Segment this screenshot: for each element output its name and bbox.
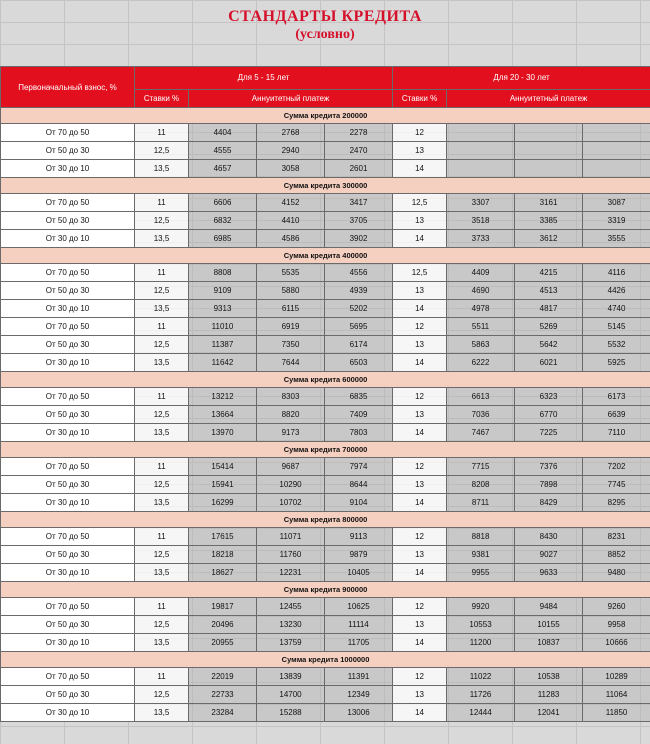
payment-cell: 3319 [583, 212, 650, 230]
header-rate-1: Ставки % [135, 89, 189, 107]
payment-cell: 22019 [189, 668, 257, 686]
credit-standards-table [0, 66, 650, 722]
payment-cell: 6919 [257, 318, 325, 336]
rate-cell: 13,5 [135, 424, 189, 442]
rate-cell: 13,5 [135, 354, 189, 372]
section-header-row [1, 178, 650, 194]
payment-cell: 11850 [583, 704, 650, 722]
table-row [1, 528, 650, 546]
payment-cell: 13759 [257, 634, 325, 652]
rate-cell: 14 [393, 494, 447, 512]
payment-cell: 18218 [189, 546, 257, 564]
table-row [1, 494, 650, 512]
section-header-row [1, 582, 650, 598]
row-down-payment-range: От 50 до 30 [1, 336, 135, 354]
section-label: Сумма кредита 900000 [1, 582, 650, 598]
payment-cell: 23284 [189, 704, 257, 722]
payment-cell: 11760 [257, 546, 325, 564]
header-annuity-1: Аннуитетный платеж [189, 89, 393, 107]
payment-cell: 20955 [189, 634, 257, 652]
payment-cell: 11022 [447, 668, 515, 686]
payment-cell: 3705 [325, 212, 393, 230]
payment-cell: 3518 [447, 212, 515, 230]
payment-cell: 3902 [325, 230, 393, 248]
payment-cell: 5925 [583, 354, 650, 372]
table-row [1, 458, 650, 476]
payment-cell: 9113 [325, 528, 393, 546]
table-row [1, 336, 650, 354]
payment-cell: 9958 [583, 616, 650, 634]
rate-cell: 12,5 [135, 282, 189, 300]
section-label: Сумма кредита 800000 [1, 512, 650, 528]
page-subtitle: (условно) [295, 27, 355, 42]
section-header-row [1, 108, 650, 124]
table-row [1, 282, 650, 300]
rate-cell: 12 [393, 458, 447, 476]
payment-cell: 6835 [325, 388, 393, 406]
payment-cell: 4410 [257, 212, 325, 230]
rate-cell: 14 [393, 160, 447, 178]
payment-cell: 11642 [189, 354, 257, 372]
payment-cell [515, 142, 583, 160]
payment-cell: 4426 [583, 282, 650, 300]
payment-cell [583, 160, 650, 178]
rate-cell: 14 [393, 634, 447, 652]
payment-cell: 10289 [583, 668, 650, 686]
row-down-payment-range: От 50 до 30 [1, 406, 135, 424]
section-header-row [1, 248, 650, 264]
payment-cell: 5202 [325, 300, 393, 318]
payment-cell: 10666 [583, 634, 650, 652]
payment-cell: 6832 [189, 212, 257, 230]
payment-cell: 6770 [515, 406, 583, 424]
payment-cell: 8430 [515, 528, 583, 546]
payment-cell: 10625 [325, 598, 393, 616]
table-row [1, 124, 650, 142]
row-down-payment-range: От 50 до 30 [1, 546, 135, 564]
table-row [1, 406, 650, 424]
rate-cell: 11 [135, 264, 189, 282]
payment-cell: 4215 [515, 264, 583, 282]
payment-cell: 4513 [515, 282, 583, 300]
table-row [1, 668, 650, 686]
payment-cell: 7467 [447, 424, 515, 442]
rate-cell: 12,5 [135, 476, 189, 494]
payment-cell: 9484 [515, 598, 583, 616]
rate-cell: 12,5 [393, 264, 447, 282]
row-down-payment-range: От 50 до 30 [1, 476, 135, 494]
payment-cell: 9687 [257, 458, 325, 476]
rate-cell: 14 [393, 424, 447, 442]
rate-cell: 11 [135, 318, 189, 336]
rate-cell: 12 [393, 318, 447, 336]
payment-cell: 13664 [189, 406, 257, 424]
payment-cell: 10837 [515, 634, 583, 652]
table-row [1, 546, 650, 564]
table-row [1, 598, 650, 616]
section-label: Сумма кредита 600000 [1, 372, 650, 388]
payment-cell: 4586 [257, 230, 325, 248]
rate-cell: 11 [135, 598, 189, 616]
payment-cell: 11071 [257, 528, 325, 546]
payment-cell: 7202 [583, 458, 650, 476]
rate-cell: 12,5 [135, 212, 189, 230]
rate-cell: 13 [393, 476, 447, 494]
payment-cell: 7974 [325, 458, 393, 476]
payment-cell: 2470 [325, 142, 393, 160]
payment-cell: 5145 [583, 318, 650, 336]
rate-cell: 11 [135, 528, 189, 546]
payment-cell [583, 142, 650, 160]
row-down-payment-range: От 70 до 50 [1, 264, 135, 282]
rate-cell: 13,5 [135, 634, 189, 652]
payment-cell: 7225 [515, 424, 583, 442]
table-row [1, 354, 650, 372]
payment-cell: 3417 [325, 194, 393, 212]
payment-cell: 9920 [447, 598, 515, 616]
table-row [1, 686, 650, 704]
payment-cell: 8820 [257, 406, 325, 424]
rate-cell: 13 [393, 616, 447, 634]
payment-cell: 6503 [325, 354, 393, 372]
rate-cell: 12 [393, 388, 447, 406]
rate-cell: 13 [393, 406, 447, 424]
rate-cell: 14 [393, 354, 447, 372]
payment-cell: 4740 [583, 300, 650, 318]
row-down-payment-range: От 70 до 50 [1, 124, 135, 142]
payment-cell: 7898 [515, 476, 583, 494]
payment-cell: 12455 [257, 598, 325, 616]
table-row [1, 264, 650, 282]
payment-cell: 2940 [257, 142, 325, 160]
payment-cell: 7036 [447, 406, 515, 424]
payment-cell: 7110 [583, 424, 650, 442]
payment-cell: 4939 [325, 282, 393, 300]
payment-cell: 9109 [189, 282, 257, 300]
payment-cell: 10405 [325, 564, 393, 582]
payment-cell: 3161 [515, 194, 583, 212]
row-down-payment-range: От 70 до 50 [1, 388, 135, 406]
row-down-payment-range: От 70 до 50 [1, 318, 135, 336]
payment-cell: 6173 [583, 388, 650, 406]
table-row [1, 616, 650, 634]
rate-cell: 12,5 [135, 546, 189, 564]
row-down-payment-range: От 50 до 30 [1, 282, 135, 300]
payment-cell: 13839 [257, 668, 325, 686]
payment-cell: 11726 [447, 686, 515, 704]
payment-cell: 12041 [515, 704, 583, 722]
payment-cell: 9313 [189, 300, 257, 318]
row-down-payment-range: От 70 до 50 [1, 598, 135, 616]
payment-cell: 7715 [447, 458, 515, 476]
payment-cell: 2601 [325, 160, 393, 178]
rate-cell: 12,5 [135, 142, 189, 160]
row-down-payment-range: От 50 до 30 [1, 212, 135, 230]
payment-cell: 16299 [189, 494, 257, 512]
payment-cell: 6985 [189, 230, 257, 248]
table-row [1, 230, 650, 248]
payment-cell: 9260 [583, 598, 650, 616]
payment-cell: 8644 [325, 476, 393, 494]
payment-cell: 3733 [447, 230, 515, 248]
payment-cell: 6115 [257, 300, 325, 318]
payment-cell: 13212 [189, 388, 257, 406]
payment-cell: 4556 [325, 264, 393, 282]
payment-cell: 3307 [447, 194, 515, 212]
header-down-payment-label: Первоначальный взнос, % [18, 82, 117, 92]
payment-cell: 4404 [189, 124, 257, 142]
payment-cell: 7745 [583, 476, 650, 494]
table-row [1, 634, 650, 652]
table-row [1, 476, 650, 494]
payment-cell: 10155 [515, 616, 583, 634]
rate-cell: 13,5 [135, 494, 189, 512]
table-row [1, 160, 650, 178]
payment-cell: 4657 [189, 160, 257, 178]
payment-cell: 8231 [583, 528, 650, 546]
rate-cell: 12 [393, 668, 447, 686]
payment-cell: 4555 [189, 142, 257, 160]
rate-cell: 14 [393, 564, 447, 582]
payment-cell [515, 124, 583, 142]
payment-cell: 5642 [515, 336, 583, 354]
section-label: Сумма кредита 1000000 [1, 652, 650, 668]
section-label: Сумма кредита 700000 [1, 442, 650, 458]
rate-cell: 11 [135, 194, 189, 212]
payment-cell: 11114 [325, 616, 393, 634]
payment-cell: 7644 [257, 354, 325, 372]
rate-cell: 13 [393, 212, 447, 230]
payment-cell: 8208 [447, 476, 515, 494]
section-header-row [1, 652, 650, 668]
payment-cell: 13970 [189, 424, 257, 442]
payment-cell: 9480 [583, 564, 650, 582]
payment-cell: 11200 [447, 634, 515, 652]
table-row [1, 194, 650, 212]
rate-cell: 12,5 [135, 686, 189, 704]
payment-cell: 17615 [189, 528, 257, 546]
payment-cell: 3058 [257, 160, 325, 178]
rate-cell: 12,5 [135, 336, 189, 354]
row-down-payment-range: От 30 до 10 [1, 634, 135, 652]
row-down-payment-range: От 30 до 10 [1, 704, 135, 722]
rate-cell: 12 [393, 124, 447, 142]
row-down-payment-range: От 50 до 30 [1, 616, 135, 634]
payment-cell: 5880 [257, 282, 325, 300]
header-rate-2: Ставки % [393, 89, 447, 107]
rate-cell: 13 [393, 336, 447, 354]
header-annuity-2: Аннуитетный платеж [447, 89, 650, 107]
row-down-payment-range: От 30 до 10 [1, 354, 135, 372]
payment-cell: 6174 [325, 336, 393, 354]
rate-cell: 12 [393, 528, 447, 546]
rate-cell: 12,5 [135, 406, 189, 424]
rate-cell: 14 [393, 704, 447, 722]
payment-cell: 14700 [257, 686, 325, 704]
rate-cell: 13,5 [135, 564, 189, 582]
payment-cell: 9381 [447, 546, 515, 564]
payment-cell: 11064 [583, 686, 650, 704]
table-row [1, 388, 650, 406]
payment-cell: 15414 [189, 458, 257, 476]
table-row [1, 564, 650, 582]
payment-cell: 5269 [515, 318, 583, 336]
payment-cell: 4978 [447, 300, 515, 318]
rate-cell: 14 [393, 300, 447, 318]
payment-cell: 8295 [583, 494, 650, 512]
payment-cell: 6639 [583, 406, 650, 424]
row-down-payment-range: От 30 до 10 [1, 494, 135, 512]
header-group-5-15: Для 5 - 15 лет [135, 67, 393, 90]
section-header-row [1, 442, 650, 458]
row-down-payment-range: От 30 до 10 [1, 564, 135, 582]
payment-cell [515, 160, 583, 178]
payment-cell: 7409 [325, 406, 393, 424]
section-label: Сумма кредита 300000 [1, 178, 650, 194]
payment-cell: 12349 [325, 686, 393, 704]
payment-cell: 6323 [515, 388, 583, 406]
payment-cell: 9173 [257, 424, 325, 442]
rate-cell: 11 [135, 388, 189, 406]
payment-cell: 13230 [257, 616, 325, 634]
table-row [1, 318, 650, 336]
table-row [1, 300, 650, 318]
header-group-20-30: Для 20 - 30 лет [393, 67, 650, 90]
payment-cell: 12231 [257, 564, 325, 582]
payment-cell: 9633 [515, 564, 583, 582]
row-down-payment-range: От 70 до 50 [1, 194, 135, 212]
payment-cell: 3385 [515, 212, 583, 230]
payment-cell: 18627 [189, 564, 257, 582]
header-down-payment [1, 67, 135, 108]
payment-cell: 2768 [257, 124, 325, 142]
title-block [0, 8, 650, 43]
rate-cell: 12,5 [393, 194, 447, 212]
rate-cell: 12,5 [135, 616, 189, 634]
row-down-payment-range: От 30 до 10 [1, 160, 135, 178]
row-down-payment-range: От 70 до 50 [1, 528, 135, 546]
payment-cell: 9955 [447, 564, 515, 582]
payment-cell: 5695 [325, 318, 393, 336]
rate-cell: 13,5 [135, 230, 189, 248]
rate-cell: 13,5 [135, 300, 189, 318]
payment-cell: 20496 [189, 616, 257, 634]
rate-cell: 13,5 [135, 160, 189, 178]
payment-cell: 4116 [583, 264, 650, 282]
payment-cell: 4690 [447, 282, 515, 300]
section-label: Сумма кредита 400000 [1, 248, 650, 264]
rate-cell: 12 [393, 598, 447, 616]
rate-cell: 11 [135, 124, 189, 142]
table-row [1, 704, 650, 722]
payment-cell: 8808 [189, 264, 257, 282]
page-title: СТАНДАРТЫ КРЕДИТА [228, 8, 422, 25]
payment-cell: 7803 [325, 424, 393, 442]
rate-cell: 13 [393, 686, 447, 704]
row-down-payment-range: От 50 до 30 [1, 142, 135, 160]
row-down-payment-range: От 30 до 10 [1, 230, 135, 248]
payment-cell [447, 142, 515, 160]
row-down-payment-range: От 70 до 50 [1, 458, 135, 476]
section-header-row [1, 512, 650, 528]
payment-cell: 6613 [447, 388, 515, 406]
payment-cell: 3087 [583, 194, 650, 212]
payment-cell: 6222 [447, 354, 515, 372]
payment-cell: 15288 [257, 704, 325, 722]
payment-cell: 3612 [515, 230, 583, 248]
payment-cell: 11391 [325, 668, 393, 686]
payment-cell: 6021 [515, 354, 583, 372]
payment-cell: 11705 [325, 634, 393, 652]
table-row [1, 424, 650, 442]
payment-cell [447, 124, 515, 142]
payment-cell: 6606 [189, 194, 257, 212]
payment-cell: 4817 [515, 300, 583, 318]
payment-cell: 9104 [325, 494, 393, 512]
rate-cell: 13 [393, 282, 447, 300]
payment-cell: 5532 [583, 336, 650, 354]
rate-cell: 14 [393, 230, 447, 248]
table-row [1, 212, 650, 230]
payment-cell: 8429 [515, 494, 583, 512]
payment-cell: 9879 [325, 546, 393, 564]
payment-cell: 7376 [515, 458, 583, 476]
payment-cell: 22733 [189, 686, 257, 704]
payment-cell: 12444 [447, 704, 515, 722]
payment-cell: 4409 [447, 264, 515, 282]
payment-cell: 10290 [257, 476, 325, 494]
payment-cell: 15941 [189, 476, 257, 494]
table-body [1, 108, 650, 722]
rate-cell: 13,5 [135, 704, 189, 722]
payment-cell: 9027 [515, 546, 583, 564]
payment-cell: 3555 [583, 230, 650, 248]
payment-cell: 10538 [515, 668, 583, 686]
payment-cell: 5863 [447, 336, 515, 354]
rate-cell: 11 [135, 668, 189, 686]
table-row [1, 142, 650, 160]
payment-cell: 13006 [325, 704, 393, 722]
payment-cell: 11387 [189, 336, 257, 354]
payment-cell [447, 160, 515, 178]
row-down-payment-range: От 50 до 30 [1, 686, 135, 704]
rate-cell: 11 [135, 458, 189, 476]
row-down-payment-range: От 30 до 10 [1, 300, 135, 318]
row-down-payment-range: От 30 до 10 [1, 424, 135, 442]
section-header-row [1, 372, 650, 388]
payment-cell: 10702 [257, 494, 325, 512]
payment-cell: 2278 [325, 124, 393, 142]
rate-cell: 13 [393, 142, 447, 160]
payment-cell: 11010 [189, 318, 257, 336]
payment-cell [583, 124, 650, 142]
payment-cell: 7350 [257, 336, 325, 354]
payment-cell: 8852 [583, 546, 650, 564]
payment-cell: 5511 [447, 318, 515, 336]
payment-cell: 8303 [257, 388, 325, 406]
payment-cell: 4152 [257, 194, 325, 212]
payment-cell: 8818 [447, 528, 515, 546]
section-label: Сумма кредита 200000 [1, 108, 650, 124]
row-down-payment-range: От 70 до 50 [1, 668, 135, 686]
payment-cell: 11283 [515, 686, 583, 704]
payment-cell: 19817 [189, 598, 257, 616]
payment-cell: 10553 [447, 616, 515, 634]
rate-cell: 13 [393, 546, 447, 564]
payment-cell: 8711 [447, 494, 515, 512]
payment-cell: 5535 [257, 264, 325, 282]
